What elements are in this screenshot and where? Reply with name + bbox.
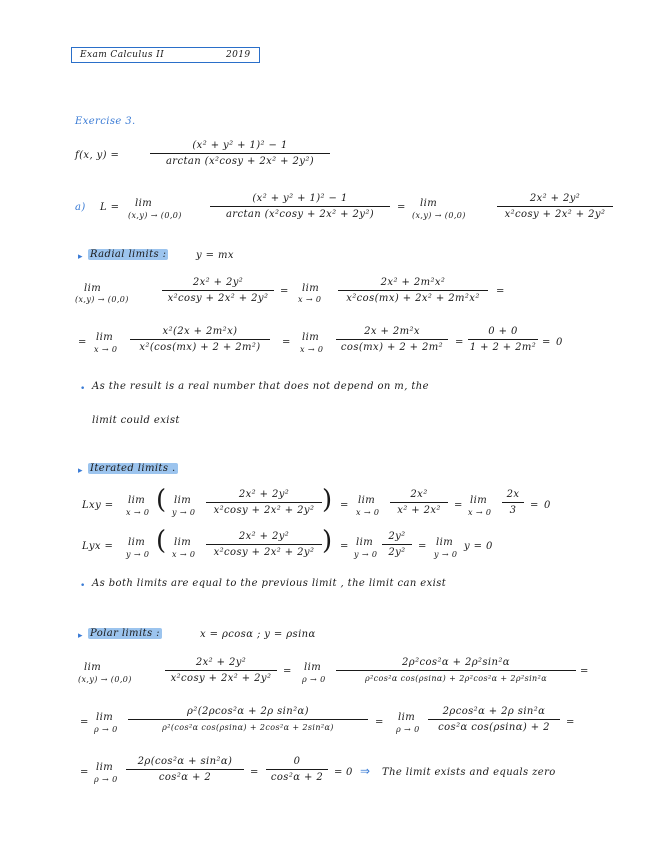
radial-l1-sub: (x,y) → (0,0): [75, 295, 129, 304]
iter-l2-eq: =: [340, 541, 349, 552]
part-fraction2: [497, 192, 613, 221]
radial-l2-eq3: =: [542, 337, 551, 348]
iterated-note: As both limits are equal to the previous limit , the limit can exist: [92, 578, 447, 589]
polar-l1-frac2: [336, 656, 576, 685]
iterated-heading: Iterated limits .: [90, 463, 176, 474]
polar-l2-sub: ρ → 0: [94, 725, 118, 734]
polar-l3-frac2: [266, 755, 328, 784]
polar-l2-den1: ρ²(cos²α cos(ρsinα) + 2cos²α + 2sin²α): [162, 723, 334, 732]
radial-l2-eq: =: [282, 337, 291, 348]
part-lim1: lim: [135, 198, 153, 209]
iter-l2-lim2: lim: [356, 537, 374, 548]
polar-l1-lim: lim: [84, 662, 102, 673]
radial-l1-den2: x²cos(mx) + 2x² + 2m²x²: [346, 293, 480, 304]
iter-l1-sub: x → 0: [126, 508, 150, 517]
polar-l2-lim2: lim: [398, 712, 416, 723]
iter-l1-den2: x² + 2x²: [397, 505, 441, 516]
polar-l3-result: 0: [346, 767, 353, 778]
iter-l2-den: x²cosy + 2x² + 2y²: [213, 547, 315, 558]
iter-l2-label: Lyx =: [82, 541, 114, 552]
polar-l1-den1: x²cosy + 2x² + 2y²: [170, 673, 272, 684]
iter-l1-frac2: [390, 488, 448, 517]
polar-l2-frac2: [428, 705, 560, 734]
bullet-icon: ▸: [78, 252, 83, 262]
paren-open: (: [156, 485, 167, 515]
definition-lhs: f(x, y) =: [75, 150, 120, 161]
iter-l1-sub3: x → 0: [468, 508, 492, 517]
polar-l1-sub2: ρ → 0: [302, 675, 326, 684]
bullet-icon: ▸: [78, 631, 83, 641]
iter-l2-lim3: lim: [436, 537, 454, 548]
polar-l2-lim: lim: [96, 712, 114, 723]
iter-l1-frac3: [502, 488, 524, 517]
iter-l2-num: 2x² + 2y²: [238, 531, 290, 542]
polar-l2-num1: ρ²(2ρcos²α + 2ρ sin²α): [187, 706, 309, 717]
polar-l3-den1: cos²α + 2: [158, 772, 212, 783]
radial-l1-den1: x²cosy + 2x² + 2y²: [167, 293, 269, 304]
part-num2: 2x² + 2y²: [529, 193, 581, 204]
radial-l2-result: 0: [556, 337, 563, 348]
polar-l2-num2: 2ρcos²α + 2ρ sin²α: [442, 706, 546, 717]
radial-l2-eq0: =: [78, 337, 87, 348]
polar-l1-frac1: [165, 656, 277, 685]
iter-l1-label: Lxy =: [82, 500, 114, 511]
polar-l2-eq: =: [375, 717, 384, 728]
polar-sub: x = ρcosα ; y = ρsinα: [200, 629, 316, 640]
iter-l2-den2: 2y²: [388, 547, 406, 558]
radial-l2-lim: lim: [96, 332, 114, 343]
bullet-icon: •: [80, 581, 86, 591]
part-den2: x²cosy + 2x² + 2y²: [504, 209, 606, 220]
polar-l3-eq2: =: [334, 767, 343, 778]
iter-l1-frac: [206, 488, 322, 517]
radial-note1: As the result is a real number that does not depend on m, the: [92, 381, 429, 392]
radial-l1-lim: lim: [84, 283, 102, 294]
part-fraction1: [210, 192, 390, 221]
iter-l1-eq: =: [340, 500, 349, 511]
definition-numerator: (x² + y² + 1)² − 1: [192, 140, 288, 151]
header-year: 2019: [226, 50, 251, 60]
radial-l2-num2: 2x + 2m²x: [364, 326, 420, 337]
radial-l2-num3: 0 + 0: [488, 326, 518, 337]
iter-l1-num2: 2x²: [410, 489, 428, 500]
radial-l2-frac1: [130, 325, 270, 354]
iter-l1-lim3: lim: [470, 495, 488, 506]
definition-fraction: [150, 139, 330, 168]
radial-l2-sub2: x → 0: [300, 345, 324, 354]
iter-l1-eq3: =: [530, 500, 539, 511]
paren-close: ): [322, 485, 333, 515]
iter-l2-eq2: =: [418, 541, 427, 552]
radial-note2: limit could exist: [92, 415, 180, 426]
radial-l2-lim2: lim: [302, 332, 320, 343]
polar-l3-eq0: =: [80, 767, 89, 778]
radial-l2-den1: x²(cos(mx) + 2 + 2m²): [139, 342, 261, 353]
radial-l1-num1: 2x² + 2y²: [192, 277, 244, 288]
part-label: a): [75, 202, 86, 213]
polar-l1-lim2: lim: [304, 662, 322, 673]
paren-close: ): [322, 526, 333, 556]
radial-sub: y = mx: [196, 250, 234, 261]
iter-l1-lim: lim: [128, 495, 146, 506]
iter-l2-sub: y → 0: [126, 550, 150, 559]
radial-l2-den3: 1 + 2 + 2m²: [469, 342, 537, 353]
iter-l1-den3: 3: [509, 505, 517, 516]
polar-l3-frac1: [126, 755, 244, 784]
implies-arrow-icon: ⇒: [360, 764, 371, 778]
iter-l1-lim-in: lim: [174, 495, 192, 506]
polar-l1-eq2: =: [580, 666, 589, 677]
iter-l2-frac2: [382, 530, 412, 559]
iter-l1-lim2: lim: [358, 495, 376, 506]
radial-l1-lim2: lim: [302, 283, 320, 294]
iter-l2-sub3: y → 0: [434, 550, 458, 559]
radial-l2-frac3: [468, 325, 538, 354]
iter-l2-tail: y = 0: [464, 541, 493, 552]
part-eq: =: [397, 202, 406, 213]
radial-l1-eq: =: [280, 286, 289, 297]
iter-l2-sub-in: x → 0: [172, 550, 196, 559]
radial-l2-den2: cos(mx) + 2 + 2m²: [340, 342, 444, 353]
radial-l1-sub2: x → 0: [298, 295, 322, 304]
header-course: Exam Calculus II: [80, 50, 165, 60]
iter-l1-sub-in: y → 0: [172, 508, 196, 517]
iter-l2-num2: 2y²: [388, 531, 406, 542]
iter-l1-num3: 2x: [506, 489, 520, 500]
iter-l2-sub2: y → 0: [354, 550, 378, 559]
polar-l2-sub2: ρ → 0: [396, 725, 420, 734]
radial-l1-num2: 2x² + 2m²x²: [380, 277, 446, 288]
definition-denominator: arctan (x²cosy + 2x² + 2y²): [165, 156, 315, 167]
radial-l1-frac2: [338, 276, 488, 305]
polar-l2-frac1: [128, 705, 368, 734]
polar-conclusion: The limit exists and equals zero: [382, 767, 556, 778]
radial-l2-sub: x → 0: [94, 345, 118, 354]
iter-l1-num: 2x² + 2y²: [238, 489, 290, 500]
part-lim2: lim: [420, 198, 438, 209]
polar-l3-num2: 0: [293, 756, 301, 767]
paren-open: (: [156, 526, 167, 556]
polar-l3-lim: lim: [96, 762, 114, 773]
polar-l2-den2: cos²α cos(ρsinα) + 2: [438, 722, 550, 733]
part-sub1: (x,y) → (0,0): [128, 211, 182, 220]
iter-l1-den: x²cosy + 2x² + 2y²: [213, 505, 315, 516]
polar-l3-eq: =: [250, 767, 259, 778]
radial-l1-frac1: [162, 276, 274, 305]
iter-l1-sub2: x → 0: [356, 508, 380, 517]
part-num1: (x² + y² + 1)² − 1: [252, 193, 348, 204]
iter-l1-result: 0: [544, 500, 551, 511]
radial-l2-frac2: [336, 325, 448, 354]
bullet-icon: ▸: [78, 466, 83, 476]
part-den1: arctan (x²cosy + 2x² + 2y²): [225, 209, 375, 220]
radial-l2-eq2: =: [455, 337, 464, 348]
polar-l3-num1: 2ρ(cos²α + sin²α): [137, 756, 233, 767]
polar-heading: Polar limits :: [90, 628, 160, 639]
polar-l3-sub: ρ → 0: [94, 775, 118, 784]
exercise-title: Exercise 3.: [75, 116, 136, 127]
iter-l2-lim: lim: [128, 537, 146, 548]
iter-l2-frac: [206, 530, 322, 559]
polar-l1-num2: 2ρ²cos²α + 2ρ²sin²α: [402, 657, 510, 668]
polar-l1-eq: =: [283, 666, 292, 677]
bullet-icon: •: [80, 384, 86, 394]
part-sub2: (x,y) → (0,0): [412, 211, 466, 220]
polar-l1-den2: ρ²cos²α cos(ρsinα) + 2ρ²cos²α + 2ρ²sin²α: [364, 674, 548, 683]
iter-l1-eq2: =: [454, 500, 463, 511]
polar-l2-eq2: =: [566, 717, 575, 728]
polar-l2-eq0: =: [80, 717, 89, 728]
iter-l2-lim-in: lim: [174, 537, 192, 548]
polar-l1-num1: 2x² + 2y²: [195, 657, 247, 668]
radial-l2-num1: x²(2x + 2m²x): [162, 326, 238, 337]
polar-l1-sub: (x,y) → (0,0): [78, 675, 132, 684]
part-L: L =: [100, 202, 120, 213]
polar-l3-den2: cos²α + 2: [270, 772, 324, 783]
radial-heading: Radial limits :: [90, 249, 167, 260]
radial-l1-eq2: =: [496, 286, 505, 297]
